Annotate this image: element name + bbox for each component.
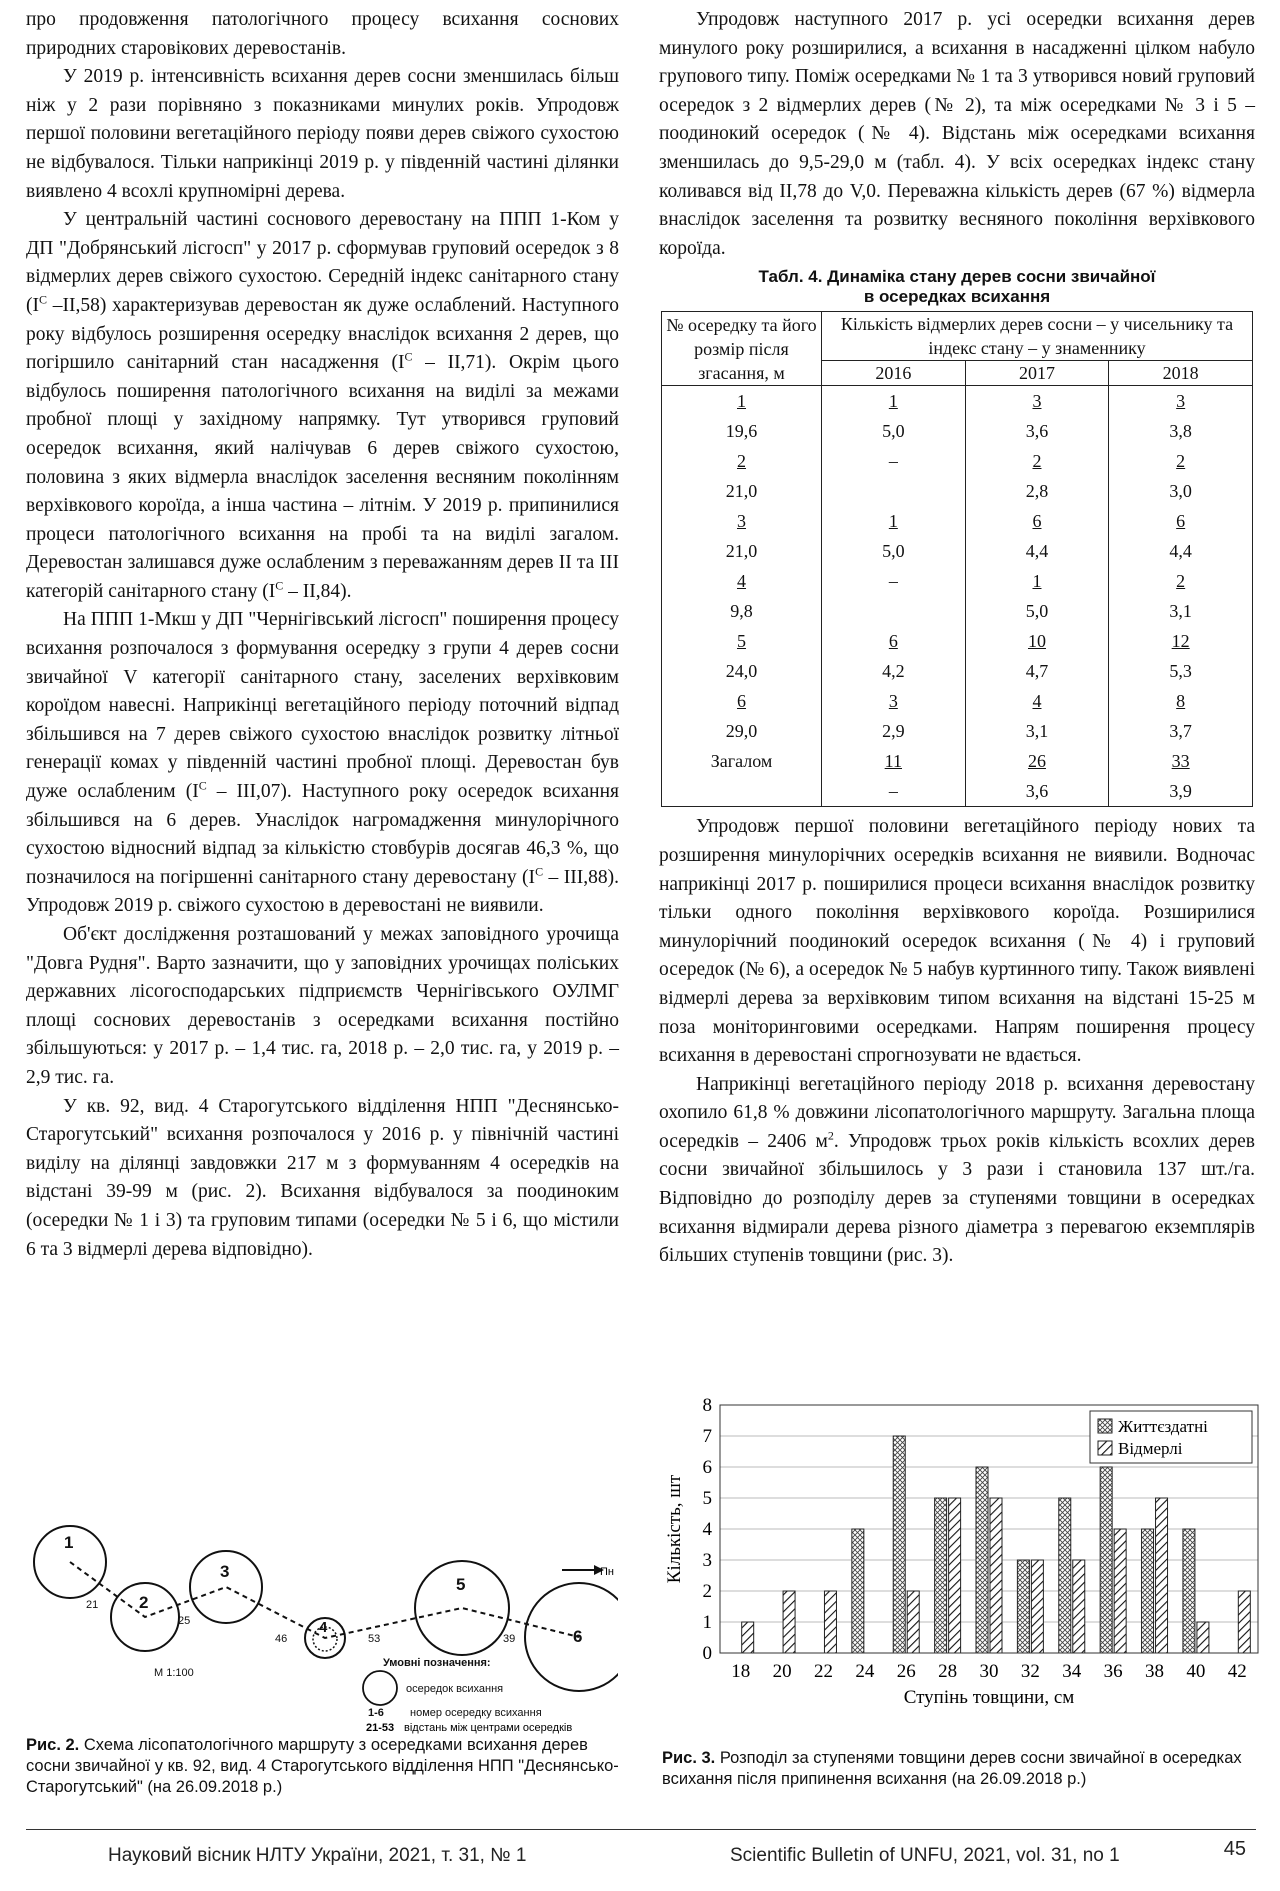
table-cell: 2: [1109, 566, 1253, 596]
paragraph: У центральній частині соснового деревостану на ППП 1-Ком у ДП "Добрянський лісгосп" у 2017 р. сформував груповий осередок з 8 відмерлих дерев свіжого сухостою. Середній індекс санітарного стану ($I^C$ –II,58) характеризував деревостан як дуже ослаблений. Наступного року відбулось розширення осередку внаслідок всихання 2 дерев, що погіршило санітарний стан насадження $(I^C - II,71)$. Окрім цього відбулось поширення патологічного всихання на виділі за межами пробної площі у західному напрямку. Тут утворився груповий осередок всихання, який налічував 6 дерев свіжого сухостою, половина з яких відмерла внаслідок заселення весняним поколінням верхівкового короїда, а інша частина – літнім. У 2019 р. припинилися процеси патологічного всихання на пробі та на виділі загалом. Деревостан залишався дуже ослабленим з переважанням дерев II та III категорій санітарного стану $(I^C - II,84)$.: [26, 209, 620, 602]
x-tick-label: 20: [772, 1661, 792, 1682]
footer-journal-en: Scientific Bulletin of UNFU, 2021, vol. 31, no 1: [730, 1845, 1120, 1866]
table-cell: 3: [1109, 386, 1253, 417]
table-row: [662, 596, 1253, 626]
table-cell: 3: [965, 386, 1109, 417]
table-cell: 24,0: [662, 656, 822, 686]
x-tick-label: 28: [938, 1661, 958, 1682]
bar-dead: [824, 1591, 836, 1653]
right-column: [659, 6, 1255, 1271]
paragraph: Наприкінці вегетаційного періоду 2018 р. всихання деревостану охопило 61,8 % довжини лісопатологічного маршруту. Загальна площа осередків – 2406 $м^2$. Упродовж трьох років кількість всохлих дерев сосни звичайної збільшилось у 3 рази і становила 137 шт./га. Відповідно до розподілу дерев за ступенями товщини в осередках всихання відмирали дерева різного діаметра з перевагою екземплярів більших ступенів товщини (рис. 3).: [659, 1073, 1256, 1267]
bar-alive: [1183, 1529, 1195, 1653]
fig2-legend-extra: [360, 1719, 620, 1735]
page-number: 45: [1223, 1838, 1246, 1860]
footer-journal-ua: Науковий вісник НЛТУ України, 2021, т. 31, № 1: [108, 1845, 527, 1866]
table-cell: 1: [822, 386, 966, 417]
table-cell: 3,6: [965, 416, 1109, 446]
bar-alive: [935, 1498, 947, 1653]
x-tick-label: 30: [979, 1661, 999, 1682]
table-caption: Табл. 4. Динаміка стану дерев сосни звичайної в осередках всихання: [758, 267, 1156, 307]
paragraph: На ППП 1-Мкш у ДП "Чернігівський лісгосп" поширення процесу всихання розпочалося з формування осередку з групи 4 дерев сосни звичайної V категорії санітарного стану, заселених верхівковим короїдом навесні. Наприкінці вегетаційного періоду поточний відпад збільшився на 7 дерев свіжого сухостою внаслідок розвитку літньої генерації комах у південній частині пробної площі. Деревостан був дуже ослабленим $(I^C - III,07)$. Наступного року осередок всихання збільшився на 6 дерев. Унаслідок нагромадження минулорічного сухостою відносний відпад за кількістю стовбурів досягав 46,3 %, що позначилося на погіршенні санітарного стану деревостану $(I^C - III,88)$. Упродовж 2019 р. свіжого сухостою в деревостані не виявили.: [26, 609, 619, 917]
bar-dead: [949, 1498, 961, 1653]
legend-label: номер осередку всихання: [410, 1707, 542, 1719]
table-cell: 8: [1109, 686, 1253, 716]
table-cell: 26: [965, 746, 1109, 776]
table-cell: 3,0: [1109, 476, 1253, 506]
x-tick-label: 42: [1227, 1661, 1247, 1682]
legend-label: 1-6: [368, 1707, 384, 1719]
y-tick-label: 5: [702, 1488, 712, 1509]
table-cell: 3: [662, 506, 822, 536]
table-row: [662, 446, 1253, 476]
bars: [742, 1436, 1251, 1653]
x-tick-label: 38: [1145, 1661, 1165, 1682]
legend-circle-icon: [363, 1671, 397, 1705]
legend-title: Умовні позначення:: [383, 1657, 491, 1669]
table-cell: [822, 476, 966, 506]
table-cell: 2: [965, 446, 1109, 476]
table-cell: 1: [662, 386, 822, 417]
bar-dead: [1156, 1498, 1168, 1653]
bar-alive: [1059, 1498, 1071, 1653]
bar-alive: [1100, 1467, 1112, 1653]
table-cell: 11: [822, 746, 966, 776]
table-row: [662, 686, 1253, 716]
table-cell: 33: [1109, 746, 1253, 776]
bar-alive: [1017, 1560, 1029, 1653]
x-tick-label: 36: [1103, 1661, 1123, 1682]
table-row: [662, 746, 1253, 776]
table-cell: 4,7: [965, 656, 1109, 686]
table-header: 2017: [965, 361, 1109, 386]
diameter-distribution-chart: [660, 1395, 1260, 1725]
paragraph: про продовження патологічного процесу всихання соснових природних старовікових деревостанів.: [26, 9, 619, 59]
table-cell: 2: [1109, 446, 1253, 476]
y-tick-label: 4: [702, 1519, 712, 1540]
table-cell: 6: [822, 626, 966, 656]
distance-label: 21: [86, 1599, 99, 1611]
table-cell: 3,9: [1109, 776, 1253, 807]
distance-label: 25: [178, 1615, 191, 1627]
legend-swatch: [1098, 1441, 1112, 1455]
x-tick-label: 24: [855, 1661, 875, 1682]
table-cell: 21,0: [662, 536, 822, 566]
y-tick-label: 3: [702, 1550, 712, 1571]
table-cell: 12: [1109, 626, 1253, 656]
y-tick-label: 7: [702, 1426, 712, 1447]
table-cell: 3: [822, 686, 966, 716]
legend-label: осередок всихання: [406, 1683, 504, 1695]
legend-swatch: [1098, 1419, 1112, 1433]
x-tick-label: 22: [813, 1661, 833, 1682]
bar-dead: [1238, 1591, 1250, 1653]
route-scheme-figure: [28, 1520, 618, 1720]
scale-label: М 1:100: [154, 1667, 194, 1679]
table-cell: 5: [662, 626, 822, 656]
bar-dead: [742, 1622, 754, 1653]
distance-label: 53: [368, 1633, 381, 1645]
bar-dead: [783, 1591, 795, 1653]
table-row: [662, 776, 1253, 807]
table-cell: 4,2: [822, 656, 966, 686]
y-tick-label: 6: [702, 1457, 712, 1478]
legend-label: Відмерлі: [1118, 1439, 1183, 1458]
table-header: № осередку та його розмір після згасання, м: [662, 312, 822, 386]
distance-label: 39: [503, 1633, 516, 1645]
north-label: Пн: [600, 1566, 614, 1578]
table-cell: 6: [965, 506, 1109, 536]
paragraph: Упродовж наступного 2017 р. усі осередки всихання дерев минулого року розширилися, а всихання в насадженні цілком набуло групового типу. Поміж осередками № 1 та 3 утворився новий груповий осередок з 2 відмерлих дерев (№ 2), та між осередками № 3 і 5 – поодинокий осередок (№ 4). Відстань між осередками всихання зменшилась до 9,5-29,0 м (табл. 4). У всіх осередках індекс стану коливався від II,78 до V,0. Переважна кількість дерев (67 %) відмерла внаслідок заселення та розвитку весняного покоління верхівкового короїда.: [659, 9, 1255, 259]
table-row: [662, 536, 1253, 566]
circle-number: 5: [456, 1575, 466, 1594]
table-cell: 3,8: [1109, 416, 1253, 446]
table-cell: 2,9: [822, 716, 966, 746]
table-cell: 3,7: [1109, 716, 1253, 746]
circle-number: 6: [573, 1627, 583, 1646]
table-cell: 4: [965, 686, 1109, 716]
table-cell: 19,6: [662, 416, 822, 446]
table-cell: 5,0: [822, 536, 966, 566]
table-row: [662, 416, 1253, 446]
y-tick-label: 0: [702, 1643, 712, 1664]
table-cell: 10: [965, 626, 1109, 656]
bar-dead: [990, 1498, 1002, 1653]
table-body: [662, 386, 1253, 807]
y-tick-label: 8: [702, 1395, 712, 1416]
left-column: [26, 6, 619, 1264]
table-row: [662, 476, 1253, 506]
table-cell: 1: [822, 506, 966, 536]
x-tick-label: 18: [731, 1661, 751, 1682]
table-cell: 5,3: [1109, 656, 1253, 686]
table-cell: 2: [662, 446, 822, 476]
bar-alive: [893, 1436, 905, 1653]
table-cell: Загалом: [662, 746, 822, 776]
table-cell: 1: [965, 566, 1109, 596]
table-cell: 4,4: [965, 536, 1109, 566]
table-cell: 3,1: [965, 716, 1109, 746]
circle-number: 1: [64, 1533, 74, 1552]
paragraph: У кв. 92, вид. 4 Старогутського відділення НПП "Деснянсько-Старогутський" всихання розпочалося у 2016 р. у північній частині виділу на ділянці завдовжки 217 м з формуванням 4 осередків на відстані 39-99 м (рис. 2). Всихання відбувалося за поодиноким (осередки № 1 і 3) та груповим типами (осередки № 5 і 6, що містили 6 та 3 відмерлі дерева відповідно).: [26, 1095, 619, 1260]
table-row: [662, 626, 1253, 656]
bar-alive: [976, 1467, 988, 1653]
x-tick-label: 32: [1020, 1661, 1040, 1682]
bar-dead: [1114, 1529, 1126, 1653]
bar-dead: [1031, 1560, 1043, 1653]
table-cell: 9,8: [662, 596, 822, 626]
table-cell: –: [822, 776, 966, 807]
bar-alive: [852, 1529, 864, 1653]
circle-number: 3: [220, 1562, 230, 1581]
table-header: 2018: [1109, 361, 1253, 386]
legend: [1090, 1411, 1252, 1463]
footer-divider: [26, 1829, 1256, 1830]
table-cell: 3,6: [965, 776, 1109, 807]
table-cell: 5,0: [822, 416, 966, 446]
table-header: 2016: [822, 361, 966, 386]
figure-2-caption: Рис. 2. Схема лісопатологічного маршруту з осередками всихання дерев сосни звичайної у кв. 92, вид. 4 Старогутського відділення НПП "Деснянсько-Старогутський" (на 26.09.2018 р.): [26, 1736, 619, 1796]
table-cell: 3,1: [1109, 596, 1253, 626]
table-cell: 4,4: [1109, 536, 1253, 566]
bar-alive: [1142, 1529, 1154, 1653]
table-cell: 5,0: [965, 596, 1109, 626]
table-cell: –: [822, 446, 966, 476]
x-tick-label: 40: [1186, 1661, 1206, 1682]
y-tick-label: 2: [702, 1581, 712, 1602]
bar-dead: [1073, 1560, 1085, 1653]
grid: [720, 1436, 1258, 1622]
table-cell: –: [822, 566, 966, 596]
table-row: [662, 386, 1253, 417]
circle-number: 4: [319, 1619, 328, 1636]
x-axis-label: Ступінь товщини, см: [903, 1687, 1075, 1708]
table-cell: 29,0: [662, 716, 822, 746]
table-header: Кількість відмерлих дерев сосни – у чисельнику та індекс стану – у знаменнику: [822, 312, 1253, 361]
table-cell: 6: [662, 686, 822, 716]
table-cell: 21,0: [662, 476, 822, 506]
legend-label: відстань між центрами осередків: [404, 1722, 573, 1734]
table-row: [662, 506, 1253, 536]
legend-label: Життєздатні: [1118, 1417, 1208, 1436]
table-row: [662, 656, 1253, 686]
bar-dead: [907, 1591, 919, 1653]
table-cell: 4: [662, 566, 822, 596]
y-axis-label: Кількість, шт: [664, 1474, 685, 1584]
paragraph: У 2019 р. інтенсивність всихання дерев сосни зменшилась більш ніж у 2 рази порівняно з показниками минулих років. Упродовж першої половини вегетаційного періоду появи дерев свіжого сухостою не відбувалося. Тільки наприкінці 2019 р. у південній частині ділянки виявлено 4 всохлі крупномірні дерева.: [26, 66, 619, 202]
table-cell: 6: [1109, 506, 1253, 536]
focus-circle: [525, 1583, 618, 1691]
table-cell: [822, 596, 966, 626]
figure-3-caption: Рис. 3. Розподіл за ступенями товщини дерев сосни звичайної в осередках всихання після припинення всихання (на 26.09.2018 р.): [662, 1749, 1242, 1788]
dynamics-table: [661, 311, 1253, 807]
x-tick-label: 34: [1062, 1661, 1082, 1682]
circle-number: 2: [139, 1593, 149, 1612]
table-cell: 2,8: [965, 476, 1109, 506]
table-row: [662, 566, 1253, 596]
table-row: [662, 716, 1253, 746]
bar-dead: [1197, 1622, 1209, 1653]
distance-label: 46: [275, 1633, 288, 1645]
y-tick-label: 1: [702, 1612, 712, 1633]
table-cell: [662, 776, 822, 807]
paragraph: Об'єкт дослідження розташований у межах заповідного урочища "Довга Рудня". Варто зазначити, що у заповідних урочищах поліських державних лісогосподарських підприємств Чернігівського ОУЛМГ площі соснових деревостанів з осередками всихання постійно збільшуються: у 2017 р. – 1,4 тис. га, 2018 р. – 2,0 тис. га, у 2019 р. – 2,9 тис. га.: [26, 924, 619, 1088]
x-tick-label: 26: [896, 1661, 916, 1682]
paragraph: Упродовж першої половини вегетаційного періоду нових та розширення минулорічних осередків всихання не виявили. Водночас наприкінці 2017 р. поширилися процеси всихання внаслідок розвитку тільки одного покоління верхівкового короїда. Розширилися минулорічний поодинокий осередок всихання (№ 4) і груповий осередок (№ 6), а осередок № 5 набув куртинного типу. Також виявлені відмерлі дерева за верхівковим типом всихання на відстані 15-25 м поза моніторинговими осередками. Напрям поширення процесу всихання в деревостані спрогнозувати не вдається.: [659, 816, 1255, 1067]
legend-label: 21-53: [366, 1722, 395, 1734]
